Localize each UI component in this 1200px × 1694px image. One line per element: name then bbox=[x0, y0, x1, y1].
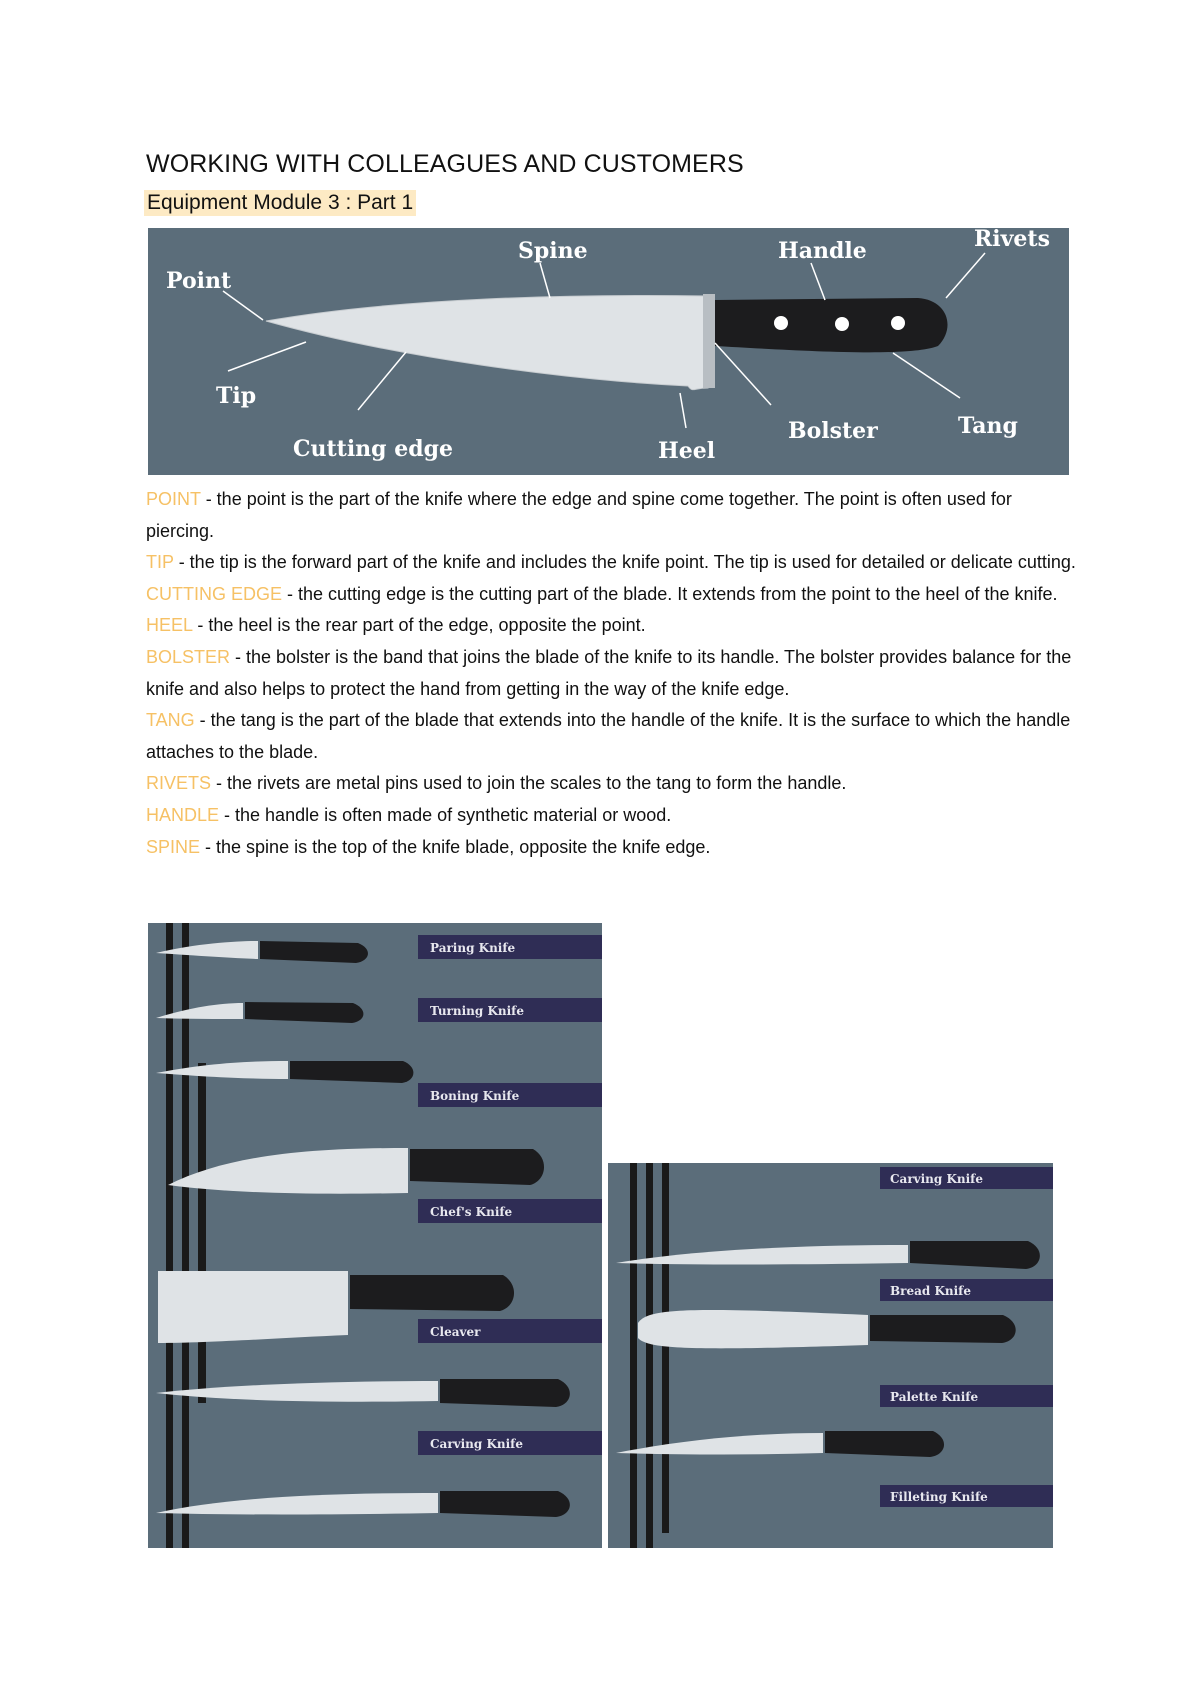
module-subtitle: Equipment Module 3 : Part 1 bbox=[144, 190, 416, 216]
definition-text: - the bolster is the band that joins the blade of the knife to its handle. The bolster provides balance for the knife and also helps to protect the hand from getting in the way of the knife edge. bbox=[146, 646, 1072, 699]
label-handle: Handle bbox=[778, 238, 867, 264]
label-spine: Spine bbox=[518, 238, 588, 264]
label-tip: Tip bbox=[216, 383, 257, 409]
definition-term: HANDLE bbox=[146, 804, 220, 825]
definition-item bbox=[146, 832, 1076, 864]
definition-item bbox=[146, 768, 1076, 800]
label-tang: Tang bbox=[958, 413, 1018, 439]
catalog-label: Filleting Knife bbox=[890, 1490, 988, 1504]
definition-item bbox=[146, 547, 1076, 579]
label-heel: Heel bbox=[658, 438, 716, 464]
catalog-label: Bread Knife bbox=[890, 1284, 971, 1298]
definition-term: POINT bbox=[146, 489, 201, 509]
catalog-label: Carving Knife bbox=[430, 1437, 523, 1451]
definition-term: CUTTING EDGE bbox=[146, 583, 283, 604]
catalog-label: Turning Knife bbox=[430, 1004, 524, 1018]
label-rivets: Rivets bbox=[974, 228, 1050, 252]
label-bolster: Bolster bbox=[788, 418, 878, 444]
document-title: WORKING WITH COLLEAGUES AND CUSTOMERS bbox=[146, 150, 744, 178]
knife-anatomy-diagram bbox=[148, 228, 1069, 475]
catalog-label: Paring Knife bbox=[430, 941, 516, 955]
definition-text: - the point is the part of the knife where the edge and spine come together. The point is often used for piercing. bbox=[146, 489, 1012, 541]
definition-item bbox=[146, 579, 1076, 611]
definition-text: - the rivets are metal pins used to join the scales to the tang to form the handle. bbox=[211, 773, 847, 794]
definition-item bbox=[146, 800, 1076, 832]
catalog-label: Cleaver bbox=[430, 1325, 481, 1339]
handle-shape bbox=[715, 298, 948, 352]
definition-term: SPINE bbox=[146, 836, 201, 857]
definition-text: - the cutting edge is the cutting part of the blade. It extends from the point to the heel of the knife. bbox=[282, 583, 1058, 604]
catalog-label: Chef's Knife bbox=[430, 1205, 513, 1219]
rivet-mark bbox=[891, 316, 905, 330]
definition-text: - the spine is the top of the knife blade, opposite the knife edge. bbox=[200, 836, 711, 857]
definitions-list bbox=[146, 484, 1076, 863]
definition-item bbox=[146, 705, 1076, 768]
definition-text: - the tang is the part of the blade that extends into the handle of the knife. It is the surface to which the handle attaches to the blade. bbox=[146, 710, 1071, 762]
definition-item bbox=[146, 484, 1076, 547]
catalog-label: Boning Knife bbox=[430, 1089, 520, 1103]
rivet-mark bbox=[835, 317, 849, 331]
catalog-label: Palette Knife bbox=[890, 1390, 979, 1404]
label-cutting-edge: Cutting edge bbox=[293, 436, 453, 462]
definition-text: - the handle is often made of synthetic material or wood. bbox=[219, 804, 672, 825]
knife-catalog-right bbox=[608, 1163, 1053, 1548]
label-point: Point bbox=[166, 268, 232, 294]
definition-term: BOLSTER bbox=[146, 646, 231, 667]
rivet-mark bbox=[774, 316, 788, 330]
knife-catalog-left bbox=[148, 923, 602, 1548]
definition-term: RIVETS bbox=[146, 773, 212, 794]
definition-term: HEEL bbox=[146, 615, 193, 636]
catalog-label: Carving Knife bbox=[890, 1172, 983, 1186]
definition-item bbox=[146, 642, 1076, 705]
definition-text: - the tip is the forward part of the knife and includes the knife point. The tip is used for detailed or delicate cutting. bbox=[173, 552, 1076, 573]
definition-text: - the heel is the rear part of the edge, opposite the point. bbox=[192, 615, 646, 636]
definition-item bbox=[146, 610, 1076, 642]
definition-term: TANG bbox=[146, 710, 195, 731]
bolster-shape bbox=[703, 294, 715, 388]
definition-term: TIP bbox=[146, 552, 174, 573]
